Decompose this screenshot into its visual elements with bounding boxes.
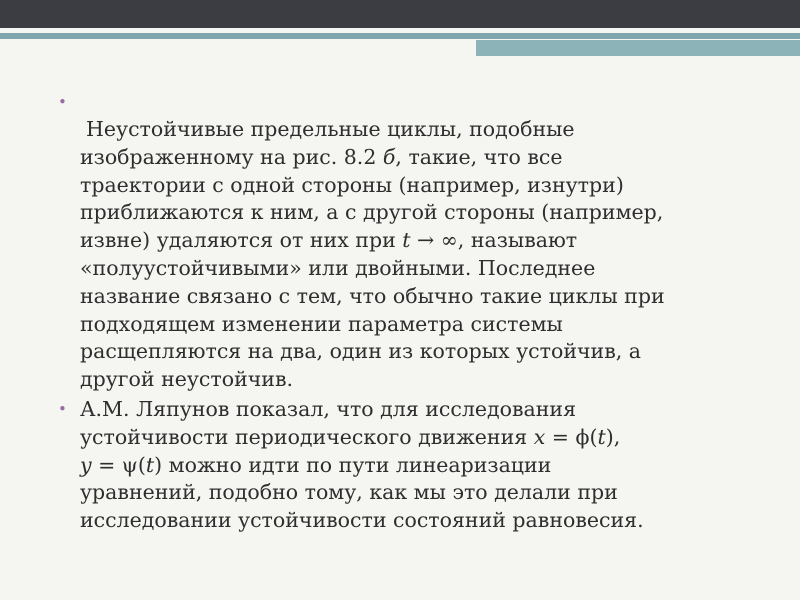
slide-content bbox=[58, 92, 758, 535]
text-line: уравнений, подобно тому, как мы это делали при bbox=[80, 480, 618, 505]
text-line: расщепляются на два, один из которых устойчив, а bbox=[80, 339, 641, 364]
paragraph-lyapunov bbox=[58, 396, 758, 535]
text-line: , такие, что все bbox=[395, 144, 563, 169]
text-line: А.М. Ляпунов показал, что для исследования bbox=[80, 396, 577, 421]
paragraph-unstable-cycles bbox=[58, 116, 758, 394]
text-italic: б bbox=[382, 144, 396, 169]
bullet-empty bbox=[58, 92, 758, 116]
text-line: исследовании устойчивости состояний равновесия. bbox=[80, 508, 644, 533]
bullet-dot-icon: • bbox=[58, 93, 67, 111]
text-italic: t bbox=[597, 424, 606, 449]
accent-block bbox=[476, 40, 800, 56]
top-dark-bar bbox=[0, 0, 800, 28]
text-italic: x bbox=[533, 424, 546, 449]
text-line: = ψ( bbox=[91, 452, 146, 477]
text-italic: y bbox=[80, 452, 92, 477]
text-line: → ∞, называют bbox=[410, 228, 578, 253]
bullet-dot-icon: • bbox=[58, 399, 67, 418]
text-line: название связано с тем, что обычно такие циклы при bbox=[80, 283, 665, 308]
text-italic: t bbox=[145, 452, 155, 477]
text-line: другой неустойчив. bbox=[80, 367, 294, 392]
text-line: «полуустойчивыми» или двойными. Последнее bbox=[80, 255, 596, 280]
text-line: приближаются к ним, а с другой стороны (например, bbox=[80, 200, 664, 225]
text-line: подходящем изменении параметра системы bbox=[80, 311, 563, 336]
text-line: траектории с одной стороны (например, изнутри) bbox=[80, 172, 624, 197]
text-line: Неустойчивые предельные циклы, подобные bbox=[86, 117, 575, 141]
accent-stripe bbox=[0, 33, 800, 39]
text-line: изображенному на рис. 8.2 bbox=[80, 144, 383, 169]
text-line: ) можно идти по пути линеаризации bbox=[154, 452, 552, 477]
text-line: ), bbox=[605, 424, 621, 449]
text-line: извне) удаляются от них при bbox=[80, 228, 403, 253]
text-line: = ϕ( bbox=[545, 424, 598, 449]
text-line: устойчивости периодического движения bbox=[80, 424, 534, 449]
text-italic: t bbox=[402, 228, 411, 253]
